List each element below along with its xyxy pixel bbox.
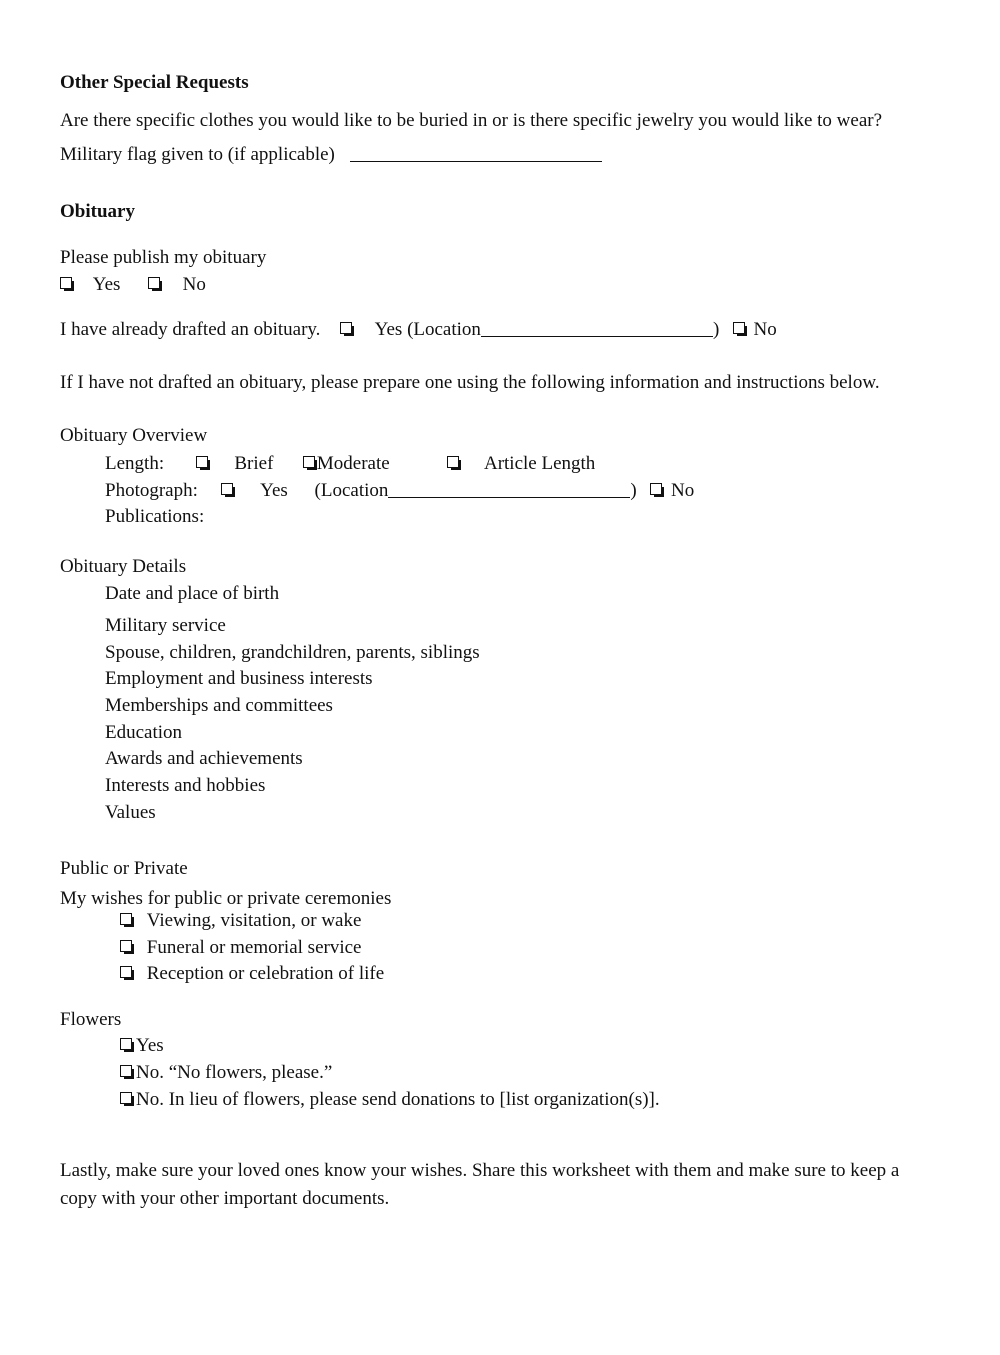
flowers-heading: Flowers	[60, 1009, 122, 1030]
details-item: Memberships and committees	[105, 695, 333, 716]
drafted-no-checkbox[interactable]	[733, 322, 745, 334]
details-item: Employment and business interests	[105, 668, 373, 689]
ceremony-option-label: Viewing, visitation, or wake	[146, 910, 362, 931]
length-article-checkbox[interactable]	[447, 456, 459, 468]
publish-no-checkbox[interactable]	[148, 277, 160, 289]
flowers-yes-checkbox[interactable]	[120, 1038, 132, 1050]
flowers-option-label: No. In lieu of flowers, please send donations to [list organization(s)].	[136, 1089, 660, 1110]
drafted-obituary-label: I have already drafted an obituary.	[60, 319, 321, 340]
length-brief-label: Brief	[234, 453, 274, 474]
drafted-location-field[interactable]	[481, 322, 713, 337]
section-heading-obituary: Obituary	[60, 201, 135, 222]
length-moderate-checkbox[interactable]	[303, 456, 315, 468]
military-flag-label: Military flag given to (if applicable)	[60, 144, 335, 165]
drafted-yes-label: Yes (Location	[374, 319, 481, 340]
ceremony-option	[120, 963, 384, 986]
ceremony-viewing-checkbox[interactable]	[120, 913, 132, 925]
not-drafted-instructions: If I have not drafted an obituary, please prepare one using the following information and instructions below.	[60, 372, 880, 393]
publications-label: Publications:	[105, 506, 205, 527]
photograph-location-label: (Location	[314, 480, 389, 501]
ceremony-funeral-checkbox[interactable]	[120, 940, 132, 952]
length-article-label: Article Length	[483, 453, 596, 474]
publish-yes-checkbox[interactable]	[60, 277, 72, 289]
details-item: Date and place of birth	[105, 583, 280, 604]
drafted-no-label: No	[753, 319, 777, 340]
photograph-no-label: No	[670, 480, 695, 501]
obituary-details-heading: Obituary Details	[60, 556, 187, 577]
flowers-option	[120, 1089, 660, 1112]
details-item: Awards and achievements	[105, 748, 303, 769]
flowers-option-label: No. “No flowers, please.”	[136, 1062, 333, 1083]
section-heading-special-requests: Other Special Requests	[60, 72, 249, 93]
publish-obituary-label: Please publish my obituary	[60, 247, 267, 268]
flowers-option	[120, 1062, 332, 1085]
ceremony-option-label: Funeral or memorial service	[146, 937, 362, 958]
drafted-yes-checkbox[interactable]	[340, 322, 352, 334]
length-label: Length:	[105, 453, 165, 474]
length-row	[105, 453, 595, 476]
ceremony-option	[120, 937, 361, 960]
closing-paragraph: Lastly, make sure your loved ones know your wishes. Share this worksheet with them and make sure to keep a copy with your other important documents.	[60, 1160, 900, 1209]
public-private-heading: Public or Private	[60, 858, 188, 879]
flowers-option-label: Yes	[136, 1035, 164, 1056]
photograph-row	[105, 480, 694, 503]
photograph-yes-checkbox[interactable]	[221, 483, 233, 495]
clothes-jewelry-question: Are there specific clothes you would like to be buried in or is there specific jewelry you would like to wear?	[60, 110, 883, 131]
flowers-donations-checkbox[interactable]	[120, 1092, 132, 1104]
details-item: Education	[105, 722, 183, 743]
ceremony-reception-checkbox[interactable]	[120, 966, 132, 978]
ceremonies-intro: My wishes for public or private ceremonies	[60, 888, 392, 909]
photograph-location-field[interactable]	[388, 483, 630, 498]
details-item: Values	[105, 802, 156, 823]
flowers-no-checkbox[interactable]	[120, 1065, 132, 1077]
details-item: Interests and hobbies	[105, 775, 266, 796]
military-flag-field[interactable]	[350, 147, 602, 162]
flowers-option	[120, 1035, 164, 1058]
photograph-yes-label: Yes	[260, 480, 288, 501]
length-brief-checkbox[interactable]	[196, 456, 208, 468]
ceremony-option	[120, 910, 361, 933]
photograph-label: Photograph:	[105, 480, 198, 501]
obituary-overview-heading: Obituary Overview	[60, 425, 208, 446]
photograph-close-paren: )	[630, 480, 637, 501]
length-moderate-label: Moderate	[316, 453, 390, 474]
photograph-no-checkbox[interactable]	[650, 483, 662, 495]
publish-yes-label: Yes	[92, 274, 121, 295]
details-item: Military service	[105, 615, 226, 636]
drafted-obituary-row	[60, 319, 777, 342]
details-item: Spouse, children, grandchildren, parents, siblings	[105, 642, 480, 663]
ceremony-option-label: Reception or celebration of life	[146, 963, 385, 984]
publish-no-label: No	[182, 274, 206, 295]
military-flag-row	[60, 144, 602, 167]
drafted-close-paren: )	[712, 319, 720, 340]
publish-obituary-options	[60, 274, 206, 297]
